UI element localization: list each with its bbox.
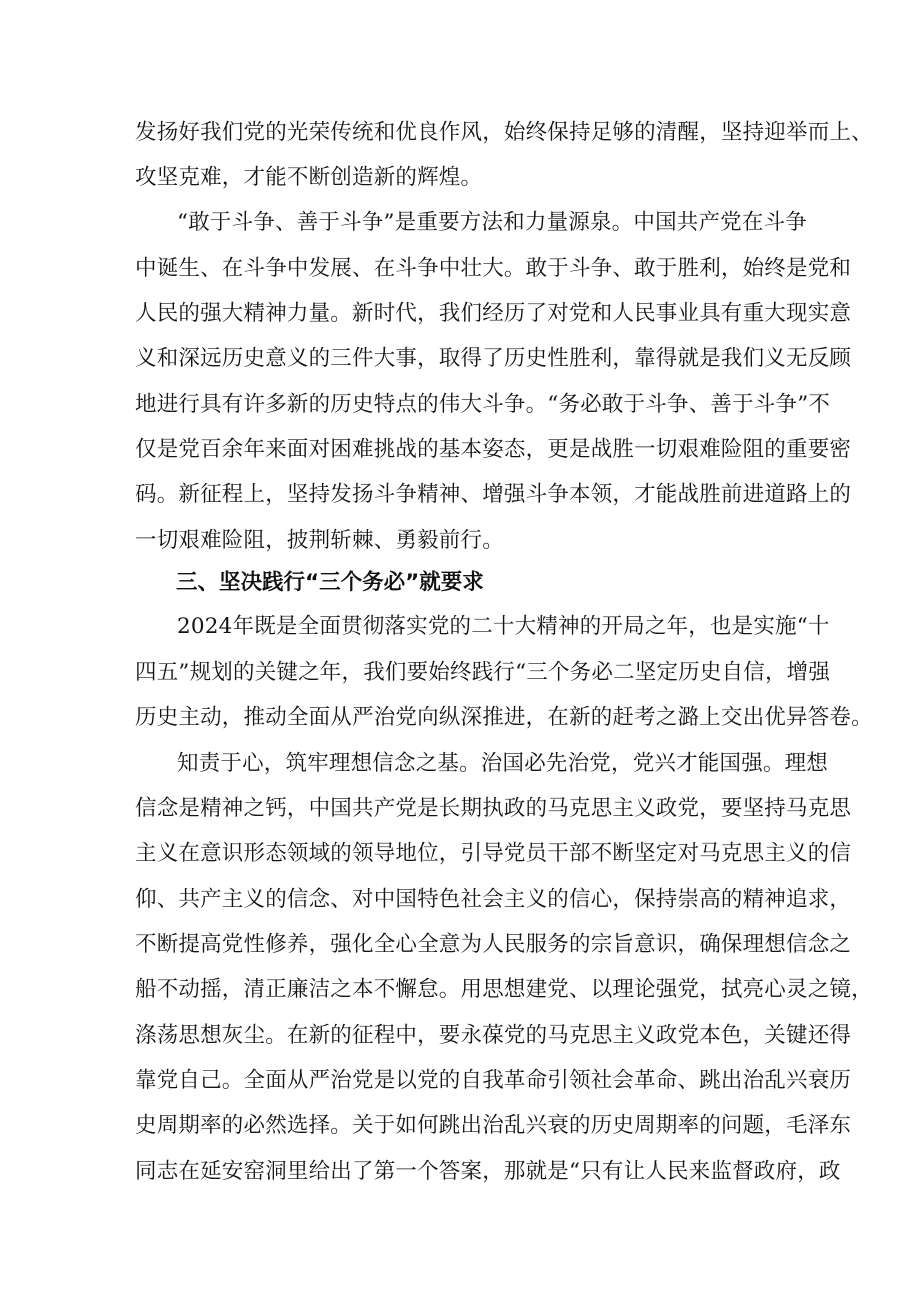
paragraph-line: 史周期率的必然选择。关于如何跳出治乱兴衰的历史周期率的问题，毛泽东 — [135, 1113, 852, 1138]
paragraph-line: 义和深远历史意义的三件大事，取得了历史性胜利，靠得就是我们义无反顾 — [135, 346, 852, 371]
paragraph-line: 发扬好我们党的光荣传统和优良作风，始终保持足够的清醒，坚持迎举而上、 — [135, 120, 873, 145]
paragraph-line: 信念是精神之钙，中国共产党是长期执政的马克思主义政党，要坚持马克思 — [135, 796, 852, 821]
paragraph-line: 仰、共产主义的信念、对中国特色社会主义的信心，保持崇高的精神追求， — [135, 887, 852, 912]
paragraph-line: 同志在延安窑洞里给出了第一个答案，那就是“只有让人民来监督政府，政 — [135, 1159, 841, 1184]
paragraph-line: 靠党自己。全面从严治党是以党的自我革命引领社会革命、跳出治乱兴衰历 — [135, 1068, 852, 1093]
paragraph-line: 攻坚克难，才能不断创造新的辉煌。 — [135, 165, 483, 190]
paragraph-line: 船不动摇，清正廉洁之本不懈怠。用思想建党、以理论强党，拭亮心灵之镜， — [135, 977, 873, 1002]
paragraph-line: 人民的强大精神力量。新时代，我们经历了对党和人民事业具有重大现实意 — [135, 301, 852, 326]
paragraph-line: “敢于斗争、善于斗争”是重要方法和力量源泉。中国共产党在斗争 — [177, 210, 807, 235]
paragraph-line: 主义在意识形态领域的领导地位，引导党员干部不断坚定对马克思主义的信 — [135, 841, 852, 866]
paragraph-line: 知责于心，筑牢理想信念之基。治国必先治党，党兴才能国强。理想 — [177, 751, 829, 776]
paragraph-line: 历史主动，推动全面从严治党向纵深推进，在新的赶考之潞上交出优异答卷。 — [135, 705, 873, 730]
paragraph-line: 涤荡思想灰尘。在新的征程中，要永葆党的马克思主义政党本色，关键还得 — [135, 1023, 852, 1048]
paragraph-line: 中诞生、在斗争中发展、在斗争中壮大。敢于斗争、敢于胜利，始终是党和 — [135, 256, 852, 281]
paragraph-line: 码。新征程上，坚持发扬斗争精神、增强斗争本领，才能战胜前进道路上的 — [135, 482, 852, 507]
paragraph-line: 不断提高党性修养，强化全心全意为人民服务的宗旨意识，确保理想信念之 — [135, 932, 852, 957]
paragraph-line: 地进行具有许多新的历史特点的伟大斗争。“务必敢于斗争、善于斗争”不 — [135, 392, 831, 417]
paragraph-line: 2024年既是全面贯彻落实党的二十大精神的开局之年，也是实施“十 — [177, 614, 830, 639]
paragraph-line: 四五”规划的关键之年，我们要始终践行“三个务必二坚定历史自信，增强 — [135, 660, 831, 685]
paragraph-line: 一切艰难险阻，披荆斩棘、勇毅前行。 — [135, 528, 504, 553]
paragraph-line: 仅是党百余年来面对困难挑战的基本姿态，更是战胜一切艰难险阻的重要密 — [135, 437, 852, 462]
section-heading: 三、坚决践行“三个务必”就要求 — [176, 570, 484, 595]
